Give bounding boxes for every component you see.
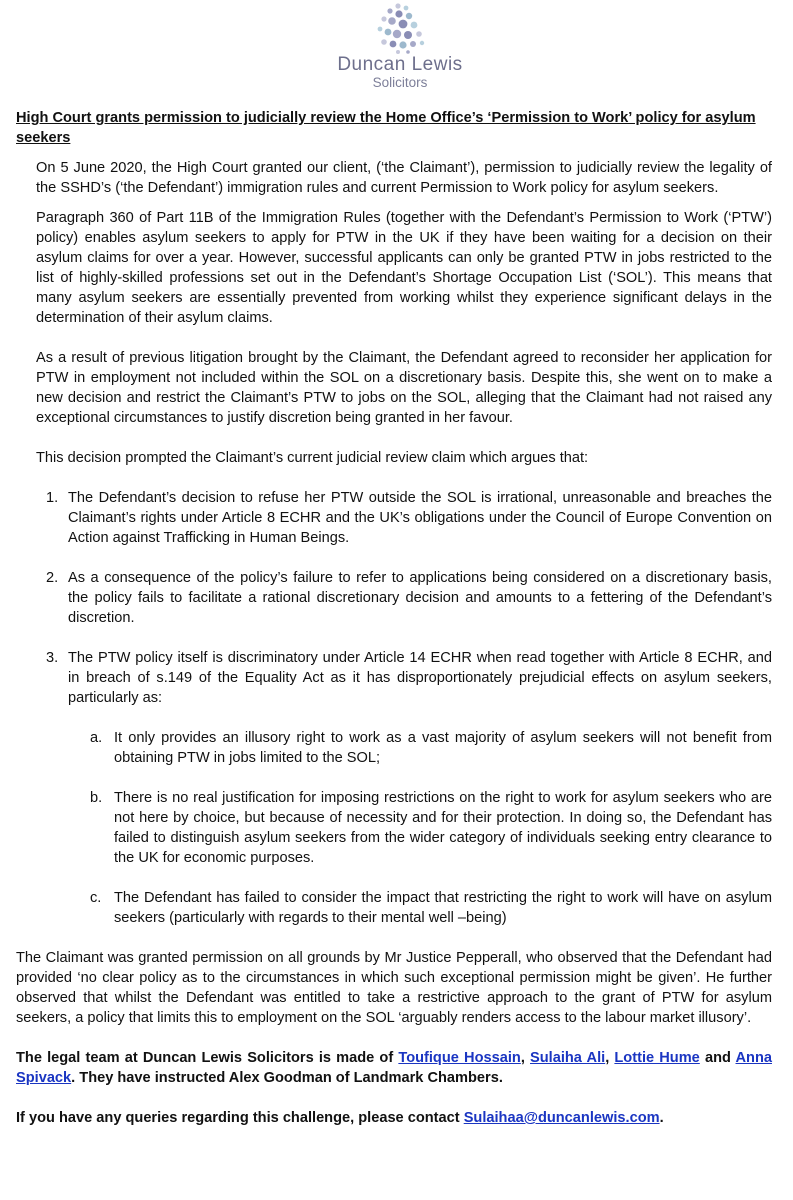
logo-subtitle: Solicitors <box>372 75 428 90</box>
list-item <box>16 568 772 628</box>
grounds-list <box>16 488 772 928</box>
duncan-lewis-logo <box>320 2 480 90</box>
link-sulaiha-ali[interactable]: Sulaiha Ali <box>530 1050 606 1066</box>
sub-list-item <box>16 788 772 868</box>
sub-list-letter: a. <box>90 730 103 746</box>
contact-intro: If you have any queries regarding this challenge, please contact <box>16 1110 464 1126</box>
dots-logo-icon <box>368 2 432 54</box>
link-lottie-hume[interactable]: Lottie Hume <box>614 1050 700 1066</box>
list-text: The Defendant’s decision to refuse her PTW outside the SOL is irrational, unreasonable and breaches the Claimant’s rights under Article 8 ECHR and the UK’s obligations under the Council of Europe Convention on Action against Trafficking in Human Beings. <box>68 490 772 546</box>
team-separator: , <box>605 1050 615 1066</box>
sub-list-letter: b. <box>90 790 103 806</box>
team-outro: . They have instructed Alex Goodman of Landmark Chambers. <box>71 1070 503 1086</box>
sub-list-text: It only provides an illusory right to work as a vast majority of asylum seekers will not benefit from obtaining PTW in jobs limited to the SOL; <box>114 730 772 766</box>
sub-list-text: The Defendant has failed to consider the impact that restricting the right to work will have on asylum seekers (particularly with regards to their mental well –being) <box>114 890 772 926</box>
list-text: The PTW policy itself is discriminatory under Article 14 ECHR when read together with Article 8 ECHR, and in breach of s.149 of the Equality Act as it has disproportionately prejudicial effects on asylum seekers, particularly as: <box>68 650 772 706</box>
list-number: 2. <box>46 570 59 586</box>
contact-end: . <box>659 1110 664 1126</box>
list-number: 3. <box>46 650 59 666</box>
paragraph-intro: On 5 June 2020, the High Court granted our client, (‘the Claimant’), permission to judicially review the legality of the SSHD’s (‘the Defendant’) immigration rules and current Permission to Work policy for asylum seekers. <box>36 160 772 196</box>
link-toufique-hossain[interactable]: Toufique Hossain <box>398 1050 521 1066</box>
paragraph-rules: Paragraph 360 of Part 11B of the Immigration Rules (together with the Defendant’s Permission to Work (‘PTW’) policy) enables asylum seekers to apply for PTW in the UK if they have been waiting for a decision on their asylum claims for over a year. However, successful applicants can only be granted PTW in jobs restricted to the list of highly-skilled professions set out in the Defendant’s Shortage Occupation List (‘SOL’). This means that many asylum seekers are essentially prevented from working whilst they experience significant delays in the determination of their asylum claims. <box>36 210 772 326</box>
list-item <box>16 648 772 708</box>
list-number: 1. <box>46 490 59 506</box>
document-body <box>16 108 772 1128</box>
sub-list-letter: c. <box>90 890 102 906</box>
paragraph-litigation: As a result of previous litigation brought by the Claimant, the Defendant agreed to reconsider her application for PTW in employment not included within the SOL on a discretionary basis. Despite this, she went on to make a new decision and restrict the Claimant’s PTW to jobs on the SOL, alleging that the Claimant had not raised any exceptional circumstances to justify discretion being granted in her favour. <box>36 350 772 426</box>
list-text: As a consequence of the policy’s failure to refer to applications being considered on a discretionary basis, the policy fails to facilitate a rational discretionary decision and amounts to a fettering of the Defendant’s discretion. <box>68 570 772 626</box>
paragraph-legal-team <box>16 1048 772 1088</box>
list-item <box>16 488 772 548</box>
sub-list-item <box>16 888 772 928</box>
paragraph-outcome: The Claimant was granted permission on all grounds by Mr Justice Pepperall, who observed that the Defendant had provided ‘no clear policy as to the circumstances in which such exceptional permission might be given’. He further observed that whilst the Defendant was entitled to take a restrictive approach to the grant of PTW for asylum seekers, a policy that limits this to employment on the SOL ‘arguably renders access to the labour market illusory’. <box>16 950 772 1026</box>
sub-list-item <box>16 728 772 768</box>
document-title: High Court grants permission to judicially review the Home Office’s ‘Permission to Work’ policy for asylum seekers <box>16 110 756 146</box>
link-anna-spivack[interactable]: Anna Spivack <box>16 1050 772 1086</box>
team-separator: , <box>520 1050 531 1066</box>
contact-email-link[interactable]: Sulaihaa@duncanlewis.com <box>463 1110 660 1126</box>
paragraph-contact <box>16 1108 772 1128</box>
team-intro: The legal team at Duncan Lewis Solicitors is made of <box>16 1050 399 1066</box>
team-and: and <box>699 1050 736 1066</box>
paragraph-claim-intro: This decision prompted the Claimant’s current judicial review claim which argues that: <box>36 450 589 466</box>
logo-name: Duncan Lewis <box>337 54 463 75</box>
sub-list-text: There is no real justification for imposing restrictions on the right to work for asylum seekers who are not here by choice, but because of necessity and for their protection. In doing so, the Defendant has failed to distinguish asylum seekers from the wider category of individuals seeking entry clearance to the UK for economic purposes. <box>114 790 772 866</box>
